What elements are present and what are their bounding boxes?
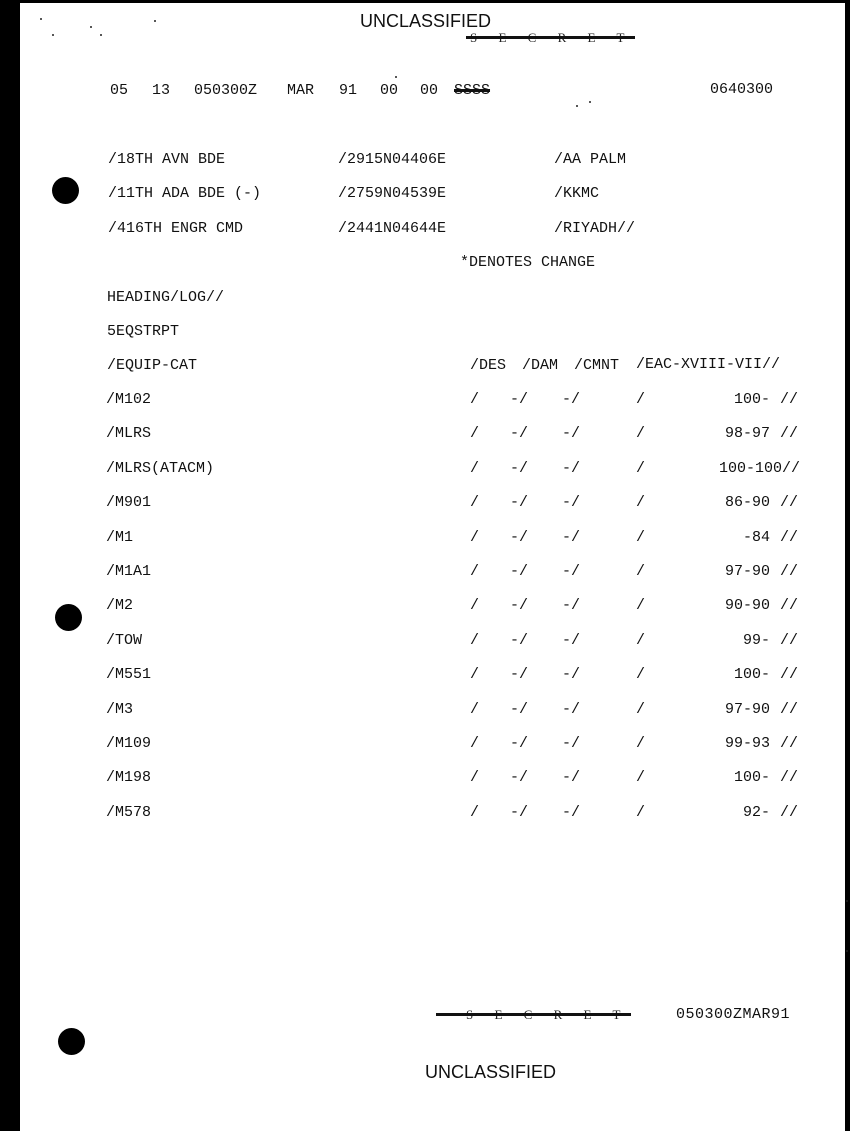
eac-cell: 100- <box>733 666 770 683</box>
footer-dtg: 050300ZMAR91 <box>676 1006 791 1023</box>
eac-cell: 86-90 <box>724 494 770 511</box>
row-terminator: // <box>780 529 799 546</box>
scan-speck <box>846 900 848 902</box>
scan-speck <box>589 101 591 103</box>
header-field-2: 13 <box>152 82 171 99</box>
des-cell: / <box>470 460 480 477</box>
equip-cat-cell: /M551 <box>106 666 152 683</box>
scan-speck <box>576 105 578 107</box>
eac-cell: 99-93 <box>724 735 770 752</box>
cmnt-cell: -/ <box>562 391 581 408</box>
cmnt-cell: -/ <box>562 494 581 511</box>
row-terminator: // <box>780 666 799 683</box>
equip-cat-cell: /M1 <box>106 529 134 546</box>
cmnt-cell: -/ <box>562 529 581 546</box>
cmnt-sep-cell: / <box>636 529 646 546</box>
cmnt-sep-cell: / <box>636 701 646 718</box>
row-terminator: // <box>780 804 799 821</box>
unit-grid: /2915N04406E <box>338 151 447 168</box>
des-cell: / <box>470 563 480 580</box>
des-cell: / <box>470 769 480 786</box>
cmnt-sep-cell: / <box>636 391 646 408</box>
cmnt-sep-cell: / <box>636 769 646 786</box>
eac-cell: 100-100// <box>718 460 800 477</box>
header-year: 91 <box>339 82 358 99</box>
row-terminator: // <box>780 597 799 614</box>
report-id: 5EQSTRPT <box>107 323 180 340</box>
equip-cat-cell: /M3 <box>106 701 134 718</box>
header-struck-code: SSSS <box>454 82 491 99</box>
scan-speck <box>100 34 102 36</box>
des-cell: / <box>470 597 480 614</box>
struck-secret-top <box>470 30 633 46</box>
dam-cell: -/ <box>510 529 529 546</box>
des-cell: / <box>470 494 480 511</box>
cmnt-sep-cell: / <box>636 460 646 477</box>
equip-cat-cell: /M109 <box>106 735 152 752</box>
col-dam: /DAM <box>522 357 559 374</box>
scan-speck <box>52 34 54 36</box>
scan-speck <box>154 20 156 22</box>
eac-cell: 100- <box>733 391 770 408</box>
equip-cat-cell: /M198 <box>106 769 152 786</box>
equip-cat-cell: /M2 <box>106 597 134 614</box>
des-cell: / <box>470 529 480 546</box>
eac-cell: 90-90 <box>724 597 770 614</box>
dam-cell: -/ <box>510 460 529 477</box>
dam-cell: -/ <box>510 735 529 752</box>
row-terminator: // <box>780 701 799 718</box>
scan-edge-right <box>845 0 850 1131</box>
cmnt-sep-cell: / <box>636 735 646 752</box>
cmnt-cell: -/ <box>562 425 581 442</box>
dam-cell: -/ <box>510 391 529 408</box>
row-terminator: // <box>780 563 799 580</box>
cmnt-cell: -/ <box>562 597 581 614</box>
cmnt-sep-cell: / <box>636 494 646 511</box>
cmnt-cell: -/ <box>562 735 581 752</box>
dam-cell: -/ <box>510 597 529 614</box>
cmnt-cell: -/ <box>562 804 581 821</box>
header-ref-number: 0640300 <box>710 81 774 98</box>
des-cell: / <box>470 804 480 821</box>
punch-hole-top <box>52 177 79 204</box>
unit-name: /11TH ADA BDE (-) <box>108 185 262 202</box>
dam-cell: -/ <box>510 425 529 442</box>
cmnt-cell: -/ <box>562 460 581 477</box>
des-cell: / <box>470 701 480 718</box>
eac-cell: 98-97 <box>724 425 770 442</box>
unit-grid: /2441N04644E <box>338 220 447 237</box>
col-eac: /EAC-XVIII-VII// <box>636 356 781 373</box>
header-dtg: 050300Z <box>194 82 258 99</box>
header-field-7: 00 <box>420 82 439 99</box>
dam-cell: -/ <box>510 666 529 683</box>
equip-cat-cell: /M578 <box>106 804 152 821</box>
dam-cell: -/ <box>510 769 529 786</box>
eac-cell: 97-90 <box>724 701 770 718</box>
eac-cell: 99- <box>742 632 770 649</box>
des-cell: / <box>470 632 480 649</box>
row-terminator: // <box>780 391 799 408</box>
dam-cell: -/ <box>510 804 529 821</box>
punch-hole-bottom <box>58 1028 85 1055</box>
cmnt-cell: -/ <box>562 632 581 649</box>
dam-cell: -/ <box>510 701 529 718</box>
row-terminator: // <box>780 494 799 511</box>
unit-name: /18TH AVN BDE <box>108 151 226 168</box>
cmnt-cell: -/ <box>562 666 581 683</box>
cmnt-cell: -/ <box>562 701 581 718</box>
unit-name: /416TH ENGR CMD <box>108 220 244 237</box>
scan-edge-top <box>0 0 850 3</box>
cmnt-sep-cell: / <box>636 632 646 649</box>
heading-log: HEADING/LOG// <box>107 289 225 306</box>
equip-cat-cell: /MLRS(ATACM) <box>106 460 215 477</box>
cmnt-cell: -/ <box>562 563 581 580</box>
equip-cat-cell: /TOW <box>106 632 143 649</box>
row-terminator: // <box>780 632 799 649</box>
cmnt-sep-cell: / <box>636 804 646 821</box>
punch-hole-middle <box>55 604 82 631</box>
scan-speck <box>395 76 397 78</box>
unit-location: /RIYADH// <box>554 220 636 237</box>
dam-cell: -/ <box>510 632 529 649</box>
header-field-6: 00 <box>380 82 399 99</box>
scan-speck <box>40 18 42 20</box>
unit-location: /KKMC <box>554 185 600 202</box>
row-terminator: // <box>780 735 799 752</box>
des-cell: / <box>470 735 480 752</box>
col-cmnt: /CMNT <box>574 357 620 374</box>
eac-cell: 97-90 <box>724 563 770 580</box>
classification-bottom: UNCLASSIFIED <box>425 1062 557 1082</box>
header-field-1: 05 <box>110 82 129 99</box>
dam-cell: -/ <box>510 494 529 511</box>
cmnt-cell: -/ <box>562 769 581 786</box>
col-equip-cat: /EQUIP-CAT <box>107 357 198 374</box>
row-terminator: // <box>780 769 799 786</box>
equip-cat-cell: /M901 <box>106 494 152 511</box>
cmnt-sep-cell: / <box>636 666 646 683</box>
change-note: *DENOTES CHANGE <box>460 254 596 271</box>
cmnt-sep-cell: / <box>636 563 646 580</box>
classification-top: UNCLASSIFIED <box>360 11 492 31</box>
struck-secret-bottom <box>466 1007 629 1023</box>
equip-cat-cell: /M1A1 <box>106 563 152 580</box>
col-des: /DES <box>470 357 507 374</box>
eac-cell: -84 <box>742 529 770 546</box>
unit-grid: /2759N04539E <box>338 185 447 202</box>
eac-cell: 100- <box>733 769 770 786</box>
unit-location: /AA PALM <box>554 151 627 168</box>
des-cell: / <box>470 391 480 408</box>
cmnt-sep-cell: / <box>636 597 646 614</box>
scan-edge-left <box>0 0 20 1131</box>
header-month: MAR <box>287 82 315 99</box>
cmnt-sep-cell: / <box>636 425 646 442</box>
des-cell: / <box>470 425 480 442</box>
eac-cell: 92- <box>742 804 770 821</box>
dam-cell: -/ <box>510 563 529 580</box>
equip-cat-cell: /M102 <box>106 391 152 408</box>
row-terminator: // <box>780 425 799 442</box>
scan-speck <box>90 26 92 28</box>
des-cell: / <box>470 666 480 683</box>
scan-speck <box>846 950 848 952</box>
equip-cat-cell: /MLRS <box>106 425 152 442</box>
